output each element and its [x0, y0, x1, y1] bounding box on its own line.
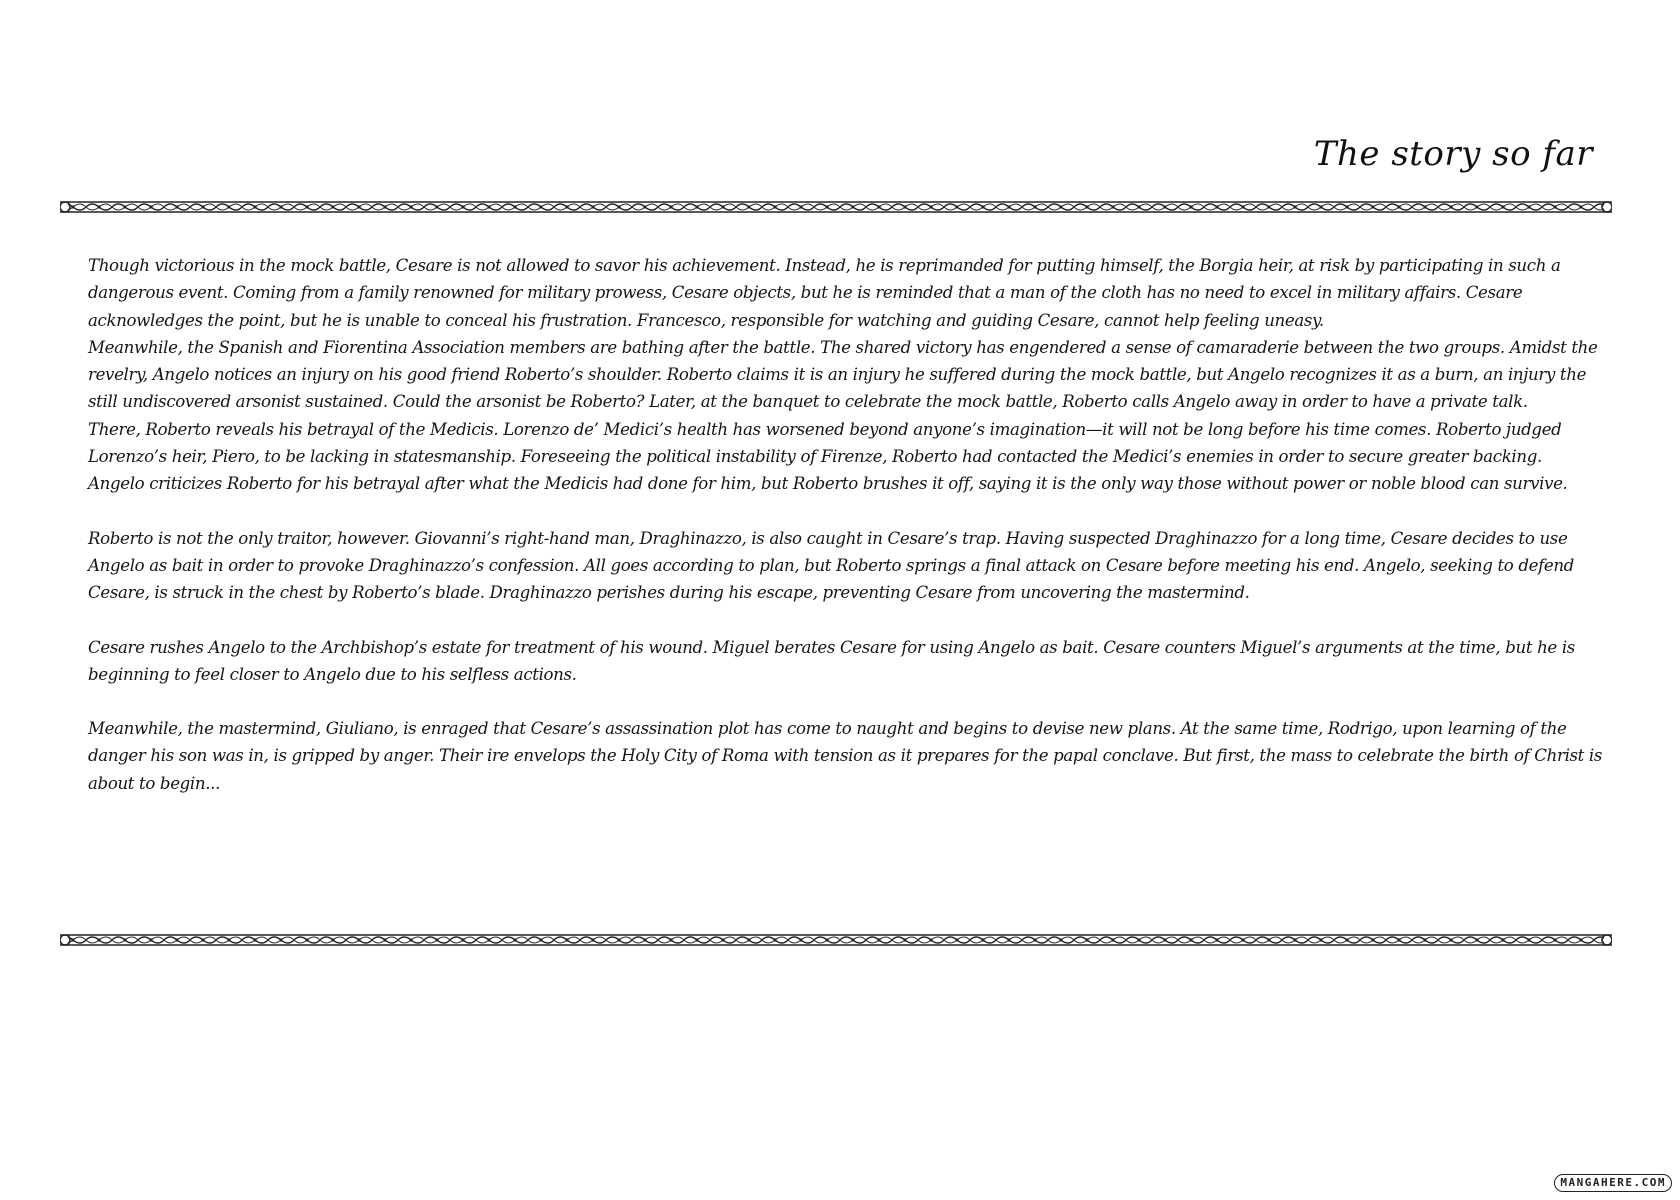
ornamental-border-bottom	[60, 933, 1612, 947]
story-paragraph: Cesare rushes Angelo to the Archbishop’s estate for treatment of his wound. Miguel berates Cesare for using Angelo as bait. Cesare counters Miguel’s arguments at the time, but he is beginning to feel closer to Angelo due to his selfless actions.	[88, 637, 1575, 684]
page-title: The story so far	[1313, 134, 1593, 174]
story-paragraph: Meanwhile, the mastermind, Giuliano, is enraged that Cesare’s assassination plot has come to naught and begins to devise new plans. At the same time, Rodrigo, upon learning of the danger his son was in, is gripped by anger. Their ire envelops the Holy City of Roma with tension as it prepares for the papal conclave. But first, the mass to celebrate the birth of Christ is about to begin...	[88, 719, 1603, 793]
story-paragraph: Roberto is not the only traitor, however. Giovanni’s right-hand man, Draghinazzo, is also caught in Cesare’s trap. Having suspected Draghinazzo for a long time, Cesare decides to use Angelo as bait in order to provoke Draghinazzo’s confession. All goes according to plan, but Roberto springs a final attack on Cesare before meeting his end. Angelo, seeking to defend Cesare, is struck in the chest by Roberto’s blade. Draghinazzo perishes during his escape, preventing Cesare from uncovering the mastermind.	[88, 528, 1574, 603]
story-text	[88, 252, 1603, 797]
story-paragraph: Meanwhile, the Spanish and Fiorentina Association members are bathing after the battle. The shared victory has engendered a sense of camaraderie between the two groups. Amidst the revelry, Angelo notices an injury on his good friend Roberto’s shoulder. Roberto claims it is an injury he suffered during the mock battle, but Angelo recognizes it as a burn, an injury the still undiscovered arsonist sustained. Could the arsonist be Roberto? Later, at the banquet to celebrate the mock battle, Roberto calls Angelo away in order to have a private talk.	[88, 337, 1598, 412]
watermark: MANGAHERE.COM	[1554, 1174, 1672, 1192]
story-paragraph: There, Roberto reveals his betrayal of the Medicis. Lorenzo de’ Medici’s health has worsened beyond anyone’s imagination—it will not be long before his time comes. Roberto judged Lorenzo’s heir, Piero, to be lacking in statesmanship. Foreseeing the political instability of Firenze, Roberto had contacted the Medici’s enemies in order to secure greater backing. Angelo criticizes Roberto for his betrayal after what the Medicis had done for him, but Roberto brushes it off, saying it is the only way those without power or noble blood can survive.	[88, 419, 1568, 494]
ornamental-border-top	[60, 200, 1612, 214]
story-paragraph: Though victorious in the mock battle, Cesare is not allowed to savor his achievement. Instead, he is reprimanded for putting himself, the Borgia heir, at risk by participating in such a dangerous event. Coming from a family renowned for military prowess, Cesare objects, but he is reminded that a man of the cloth has no need to excel in military affairs. Cesare acknowledges the point, but he is unable to conceal his frustration. Francesco, responsible for watching and guiding Cesare, cannot help feeling uneasy.	[88, 256, 1561, 330]
